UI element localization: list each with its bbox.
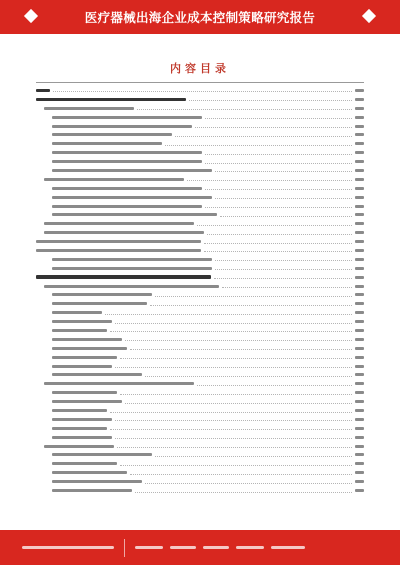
footer-text-chunk: [135, 546, 163, 549]
toc-entry-title: [44, 178, 184, 181]
toc-entry-title: [52, 196, 212, 199]
toc-entry-title: [52, 267, 212, 270]
toc-page-number: [355, 453, 364, 456]
toc-entry-title: [44, 107, 134, 110]
toc-entry[interactable]: [36, 459, 364, 468]
toc-dot-leader: [197, 385, 352, 386]
toc-entry-title: [52, 462, 117, 465]
toc-dot-leader: [120, 394, 352, 395]
toc-page-number: [355, 471, 364, 474]
header-left-diamond: [24, 9, 38, 23]
toc-entry-title: [52, 400, 122, 403]
toc-dot-leader: [205, 163, 352, 164]
toc-dot-leader: [130, 349, 352, 350]
toc-dot-leader: [137, 109, 352, 110]
toc-entry[interactable]: [36, 246, 364, 255]
toc-page-number: [355, 382, 364, 385]
toc-entry[interactable]: [36, 308, 364, 317]
toc-dot-leader: [165, 145, 352, 146]
toc-entry-title: [52, 320, 112, 323]
toc-entry[interactable]: [36, 477, 364, 486]
toc-page-number: [355, 196, 364, 199]
toc-dot-leader: [204, 251, 352, 252]
toc-dot-leader: [110, 412, 352, 413]
toc-dot-leader: [214, 278, 352, 279]
toc-entry[interactable]: [36, 237, 364, 246]
toc-entry-title: [52, 213, 217, 216]
toc-entry-title: [52, 258, 212, 261]
toc-entry[interactable]: [36, 86, 364, 95]
toc-page-number: [355, 338, 364, 341]
toc-page-number: [355, 116, 364, 119]
toc-divider: [36, 82, 364, 83]
toc-page-number: [355, 311, 364, 314]
toc-dot-leader: [207, 234, 352, 235]
toc-dot-leader: [117, 447, 352, 448]
toc-entry[interactable]: [36, 148, 364, 157]
toc-entry-title: [36, 240, 201, 243]
toc-entry[interactable]: [36, 157, 364, 166]
toc-entry-title: [52, 160, 202, 163]
toc-page-number: [355, 489, 364, 492]
toc-entry[interactable]: [36, 486, 364, 495]
toc-page-number: [355, 107, 364, 110]
toc-entry-title: [52, 187, 202, 190]
toc-entry-title: [52, 480, 142, 483]
toc-entry[interactable]: [36, 228, 364, 237]
toc-dot-leader: [215, 171, 352, 172]
toc-entry[interactable]: [36, 424, 364, 433]
toc-entry[interactable]: [36, 219, 364, 228]
toc-entry-title: [52, 293, 152, 296]
toc-page-number: [355, 276, 364, 279]
toc-entry-title: [52, 311, 102, 314]
toc-page-number: [355, 329, 364, 332]
toc-page-number: [355, 436, 364, 439]
toc-dot-leader: [120, 358, 352, 359]
toc-dot-leader: [175, 136, 352, 137]
toc-page-number: [355, 205, 364, 208]
footer-text-chunk: [271, 546, 305, 549]
toc-entry-title: [52, 169, 212, 172]
toc-entry-title: [36, 275, 211, 279]
toc-entry-title: [52, 409, 107, 412]
toc-entry[interactable]: [36, 415, 364, 424]
toc-entry-title: [36, 89, 50, 93]
toc-page-number: [355, 187, 364, 190]
toc-entry[interactable]: [36, 326, 364, 335]
toc-entry[interactable]: [36, 104, 364, 113]
footer-text-chunk: [170, 546, 196, 549]
toc-dot-leader: [125, 403, 352, 404]
toc-entry-title: [52, 125, 192, 128]
toc-entry-title: [44, 222, 194, 225]
toc-dot-leader: [115, 323, 352, 324]
toc-page-number: [355, 89, 364, 92]
toc-dot-leader: [105, 314, 352, 315]
toc-page-number: [355, 400, 364, 403]
toc-page-number: [355, 98, 364, 101]
toc-entry[interactable]: [36, 255, 364, 264]
toc-entry[interactable]: [36, 468, 364, 477]
toc-entry-title: [52, 142, 162, 145]
toc-entry[interactable]: [36, 397, 364, 406]
toc-entry-title: [52, 365, 112, 368]
toc-page-number: [355, 178, 364, 181]
toc-dot-leader: [155, 456, 352, 457]
toc-entry[interactable]: [36, 442, 364, 451]
toc-entry[interactable]: [36, 353, 364, 362]
toc-page-number: [355, 231, 364, 234]
toc-page-number: [355, 160, 364, 163]
toc-page-number: [355, 151, 364, 154]
toc-dot-leader: [145, 483, 352, 484]
toc-page-number: [355, 249, 364, 252]
toc-page-number: [355, 347, 364, 350]
toc-entry[interactable]: [36, 95, 364, 104]
toc-dot-leader: [150, 305, 352, 306]
toc-entry-title: [52, 418, 112, 421]
toc-page-number: [355, 445, 364, 448]
toc-page-number: [355, 258, 364, 261]
toc-entry-title: [44, 382, 194, 385]
toc-entry[interactable]: [36, 273, 364, 282]
toc-entry[interactable]: [36, 122, 364, 131]
toc-entry[interactable]: [36, 406, 364, 415]
toc-entry[interactable]: [36, 344, 364, 353]
toc-dot-leader: [215, 260, 352, 261]
toc-dot-leader: [195, 127, 352, 128]
toc-dot-leader: [130, 474, 352, 475]
toc-entry[interactable]: [36, 193, 364, 202]
toc-page-number: [355, 418, 364, 421]
toc-dot-leader: [205, 207, 352, 208]
header-bar: [0, 0, 400, 34]
footer-bar: [0, 530, 400, 565]
toc-page-number: [355, 480, 364, 483]
toc-dot-leader: [205, 118, 352, 119]
footer-text-chunk: [203, 546, 229, 549]
toc-entry[interactable]: [36, 184, 364, 193]
table-of-contents: [36, 86, 364, 495]
toc-entry[interactable]: [36, 175, 364, 184]
toc-entry-title: [44, 445, 114, 448]
toc-dot-leader: [205, 154, 352, 155]
toc-dot-leader: [110, 331, 352, 332]
toc-page-number: [355, 213, 364, 216]
toc-page-number: [355, 365, 364, 368]
toc-entry-title: [36, 98, 186, 102]
toc-entry-title: [52, 373, 142, 376]
toc-dot-leader: [120, 465, 352, 466]
toc-page-number: [355, 169, 364, 172]
footer-text-group: [135, 546, 305, 549]
toc-entry-title: [52, 427, 107, 430]
header-right-diamond: [362, 9, 376, 23]
toc-entry-title: [52, 329, 107, 332]
toc-page-number: [355, 320, 364, 323]
toc-entry[interactable]: [36, 166, 364, 175]
toc-entry-title: [44, 285, 219, 288]
toc-entry-title: [52, 489, 132, 492]
toc-entry-title: [52, 471, 127, 474]
toc-dot-leader: [135, 492, 352, 493]
toc-dot-leader: [220, 216, 352, 217]
toc-entry[interactable]: [36, 362, 364, 371]
toc-entry-title: [52, 133, 172, 136]
toc-dot-leader: [155, 296, 352, 297]
toc-dot-leader: [215, 198, 352, 199]
footer-text-line: [22, 546, 114, 549]
toc-entry[interactable]: [36, 264, 364, 273]
toc-entry-title: [52, 391, 117, 394]
toc-dot-leader: [53, 91, 352, 92]
toc-entry-title: [52, 436, 112, 439]
toc-page-number: [355, 285, 364, 288]
toc-entry-title: [52, 347, 127, 350]
toc-entry[interactable]: [36, 451, 364, 460]
toc-dot-leader: [197, 225, 352, 226]
toc-dot-leader: [189, 100, 352, 101]
toc-entry-title: [52, 338, 122, 341]
toc-page-number: [355, 427, 364, 430]
toc-dot-leader: [110, 429, 352, 430]
toc-page-number: [355, 125, 364, 128]
toc-entry[interactable]: [36, 113, 364, 122]
toc-page-number: [355, 356, 364, 359]
footer-text-chunk: [236, 546, 264, 549]
toc-page-number: [355, 267, 364, 270]
toc-entry-title: [52, 151, 202, 154]
toc-entry-title: [52, 205, 202, 208]
toc-entry[interactable]: [36, 388, 364, 397]
toc-entry-title: [52, 302, 147, 305]
toc-heading: 内容目录: [170, 62, 230, 75]
toc-page-number: [355, 293, 364, 296]
toc-page-number: [355, 409, 364, 412]
toc-entry-title: [44, 231, 204, 234]
toc-dot-leader: [115, 420, 352, 421]
toc-entry-title: [36, 249, 201, 252]
toc-dot-leader: [125, 340, 352, 341]
toc-page-number: [355, 302, 364, 305]
toc-entry[interactable]: [36, 130, 364, 139]
toc-entry[interactable]: [36, 202, 364, 211]
toc-entry[interactable]: [36, 379, 364, 388]
footer-divider: [124, 539, 125, 557]
toc-dot-leader: [145, 376, 352, 377]
toc-dot-leader: [204, 243, 352, 244]
toc-dot-leader: [222, 287, 352, 288]
toc-entry[interactable]: [36, 139, 364, 148]
toc-entry[interactable]: [36, 210, 364, 219]
toc-page-number: [355, 462, 364, 465]
toc-page-number: [355, 142, 364, 145]
toc-entry-title: [52, 453, 152, 456]
toc-entry[interactable]: [36, 433, 364, 442]
toc-dot-leader: [187, 180, 352, 181]
toc-entry[interactable]: [36, 299, 364, 308]
toc-entry-title: [52, 116, 202, 119]
toc-dot-leader: [115, 367, 352, 368]
toc-dot-leader: [215, 269, 352, 270]
toc-page-number: [355, 391, 364, 394]
report-title: 医疗器械出海企业成本控制策略研究报告: [84, 10, 316, 25]
toc-entry[interactable]: [36, 317, 364, 326]
toc-entry[interactable]: [36, 371, 364, 380]
toc-entry-title: [52, 356, 117, 359]
toc-page-number: [355, 373, 364, 376]
toc-page-number: [355, 133, 364, 136]
toc-entry[interactable]: [36, 335, 364, 344]
toc-dot-leader: [205, 189, 352, 190]
toc-page-number: [355, 222, 364, 225]
toc-entry[interactable]: [36, 282, 364, 291]
toc-page-number: [355, 240, 364, 243]
toc-dot-leader: [115, 438, 352, 439]
toc-entry[interactable]: [36, 290, 364, 299]
